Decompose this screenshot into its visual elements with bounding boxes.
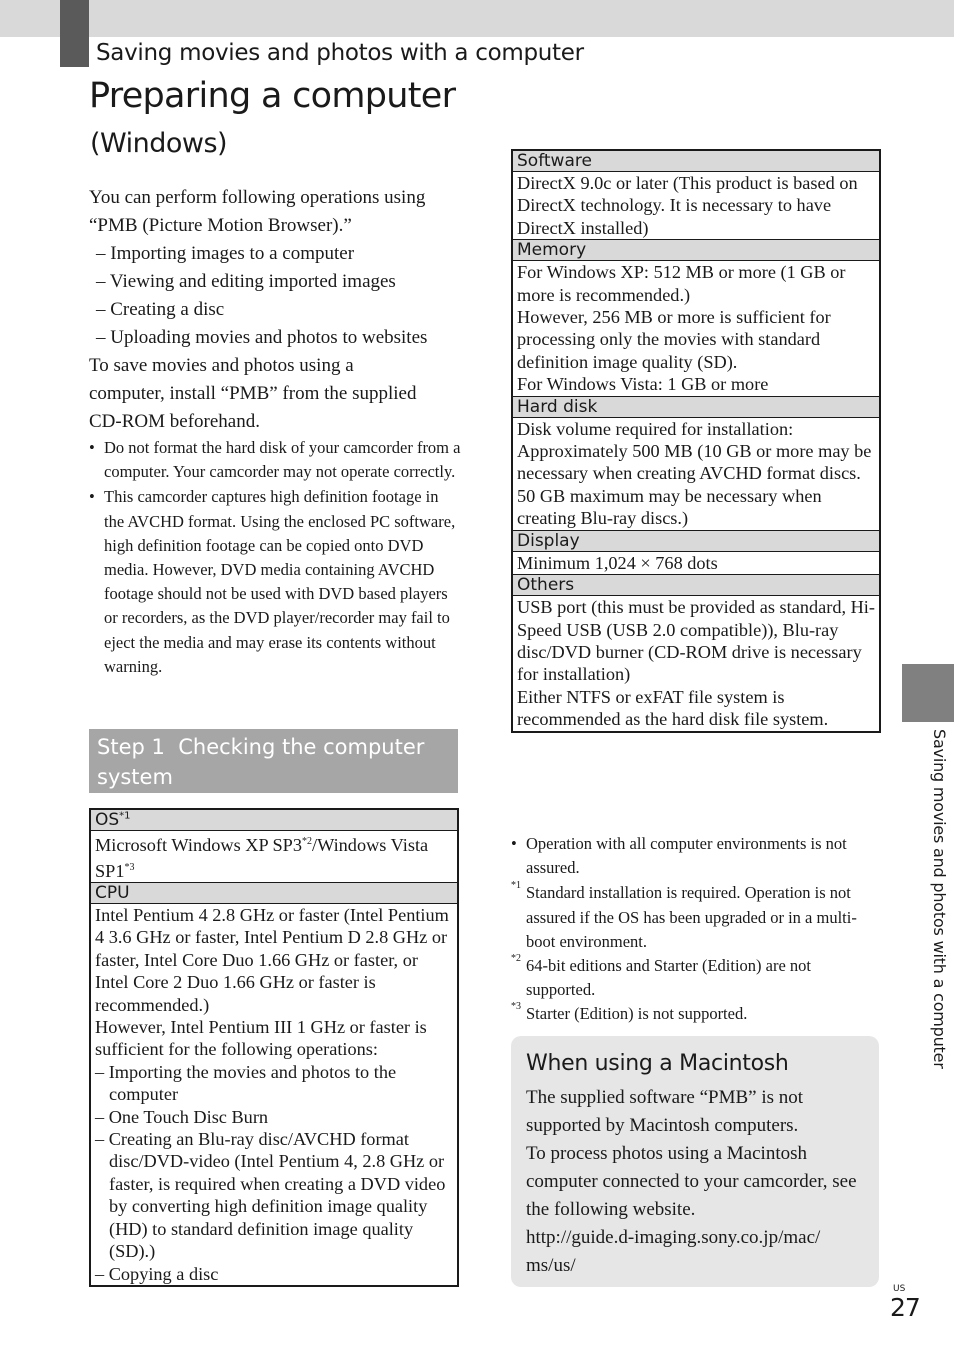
note-item: • This camcorder captures high definition footage in the AVCHD format. Using the enclosed PC software, high definition footage can be copied onto DVD media. However, DVD media containing AVCHD footage should not be used with DVD based players or recorders, as the DVD player/recorder may fail to eject the media and may erase its contents without warning. xyxy=(89,485,461,679)
operation-item: – Viewing and editing imported images xyxy=(96,271,396,292)
software-value: DirectX 9.0c or later (This product is based on DirectX technology. It is necessary to have DirectX installed) xyxy=(512,172,880,240)
operation-item: – Creating a disc xyxy=(96,299,225,320)
section-marker xyxy=(60,0,89,67)
os-header: OS$^{*1}$ xyxy=(90,809,458,831)
side-label: Saving movies and photos with a computer xyxy=(930,729,949,1069)
others-header: Others xyxy=(512,575,880,596)
page-number: 27 xyxy=(890,1293,920,1322)
operation-item: – Importing images to a computer xyxy=(96,243,355,264)
page-subtitle: (Windows) xyxy=(90,128,228,159)
step-label: Step 1 xyxy=(97,735,165,759)
side-tab xyxy=(902,664,954,722)
others-value: USB port (this must be provided as standard, Hi-Speed USB (USB 2.0 compatible)), Blu-ray disc/DVD burner (CD-ROM drive is necessary for installation) Either NTFS or exFAT file system is recommended as the hard disk file system. xyxy=(512,596,880,732)
macintosh-box xyxy=(511,1036,879,1287)
macintosh-url: http://guide.d-imaging.sony.co.jp/mac/ ms/us/ xyxy=(526,1227,821,1276)
cpu-value: Intel Pentium 4 2.8 GHz or faster (Intel Pentium 4 3.6 GHz or faster, Intel Pentium D 2.8 GHz or faster, Intel Core Duo 1.66 GHz or faster, or Intel Core 2 Duo 1.66 GHz or faster is recommended.) However, Intel Pentium III 1 GHz or faster is sufficient for the following operations: – Importing the movies and photos to the computer – One Touch Disc Burn – Creating an Blu-ray disc/AVCHD format disc/DVD-video (Intel Pentium 4, 2.8 GHz or faster, is required when creating a DVD video by converting high definition image quality (HD) to standard definition image quality (SD).) – Copying a disc xyxy=(90,904,458,1286)
note-item: • Do not format the hard disk of your camcorder from a computer. Your camcorder may not operate correctly. xyxy=(89,436,461,484)
footnote-item: *3 Starter (Edition) is not supported. xyxy=(511,1001,748,1024)
step-title: Checking the computer system xyxy=(97,735,425,789)
requirements-table-left xyxy=(89,808,459,1287)
intro xyxy=(89,184,469,436)
memory-value: For Windows XP: 512 MB or more (1 GB or more is recommended.) However, 256 MB or more is sufficient for processing only the movies with standard definition image quality (SD). For Windows Vista: 1 GB or more xyxy=(512,261,880,396)
memory-header: Memory xyxy=(512,240,880,261)
harddisk-value: Disk volume required for installation: Approximately 500 MB (10 GB or more may be necessary when creating AVCHD format discs. 50 GB maximum may be necessary when creating Blu-ray discs.) xyxy=(512,417,880,530)
section-title: Saving movies and photos with a computer xyxy=(96,40,584,66)
install-line-3: CD-ROM beforehand. xyxy=(89,411,260,432)
intro-lead-1: You can perform following operations using xyxy=(89,187,426,208)
footnote-bullet: • Operation with all computer environments is not assured. xyxy=(511,832,881,880)
macintosh-title: When using a Macintosh xyxy=(526,1051,789,1076)
footnote-item: *1 Standard installation is required. Operation is not assured if the OS has been upgraded or in a multi-boot environment. xyxy=(511,880,857,951)
footnotes xyxy=(511,832,881,1027)
cpu-operation: – Importing the movies and photos to the computer xyxy=(95,1061,397,1105)
page-region: US xyxy=(893,1284,906,1294)
top-band xyxy=(0,0,954,37)
step-header xyxy=(89,729,458,793)
software-header: Software xyxy=(512,150,880,172)
intro-lead-2: “PMB (Picture Motion Browser).” xyxy=(89,215,352,236)
os-value: Microsoft Windows XP SP3$^{*2}$/Windows Vista SP1$^{*3}$ xyxy=(90,831,458,883)
cpu-header: CPU xyxy=(90,883,458,904)
macintosh-text: The supplied software “PMB” is not supported by Macintosh computers. To process photos using a Macintosh computer connected to your camcorder, see the following website. http://guide.d-imaging.sony.co.jp/mac/ ms/us/ xyxy=(526,1084,865,1280)
install-line-1: To save movies and photos using a xyxy=(89,355,354,376)
cpu-operation: – Copying a disc xyxy=(95,1263,219,1284)
requirements-table-right xyxy=(511,149,881,733)
cpu-operation: – Creating an Blu-ray disc/AVCHD format disc/DVD-video (Intel Pentium 4, 2.8 GHz or faster, is required when creating a DVD video by converting high definition image quality (HD) to standard definition image quality (SD).) xyxy=(95,1129,446,1262)
cpu-operation: – One Touch Disc Burn xyxy=(95,1106,269,1127)
display-header: Display xyxy=(512,530,880,551)
harddisk-header: Hard disk xyxy=(512,396,880,417)
footnote-item: *2 64-bit editions and Starter (Edition) are not supported. xyxy=(511,953,812,1000)
display-value: Minimum 1,024 × 768 dots xyxy=(512,551,880,574)
page-title: Preparing a computer xyxy=(89,76,456,116)
install-line-2: computer, install “PMB” from the supplied xyxy=(89,383,417,404)
operation-item: – Uploading movies and photos to websites xyxy=(96,327,428,348)
notes-list xyxy=(89,436,461,680)
